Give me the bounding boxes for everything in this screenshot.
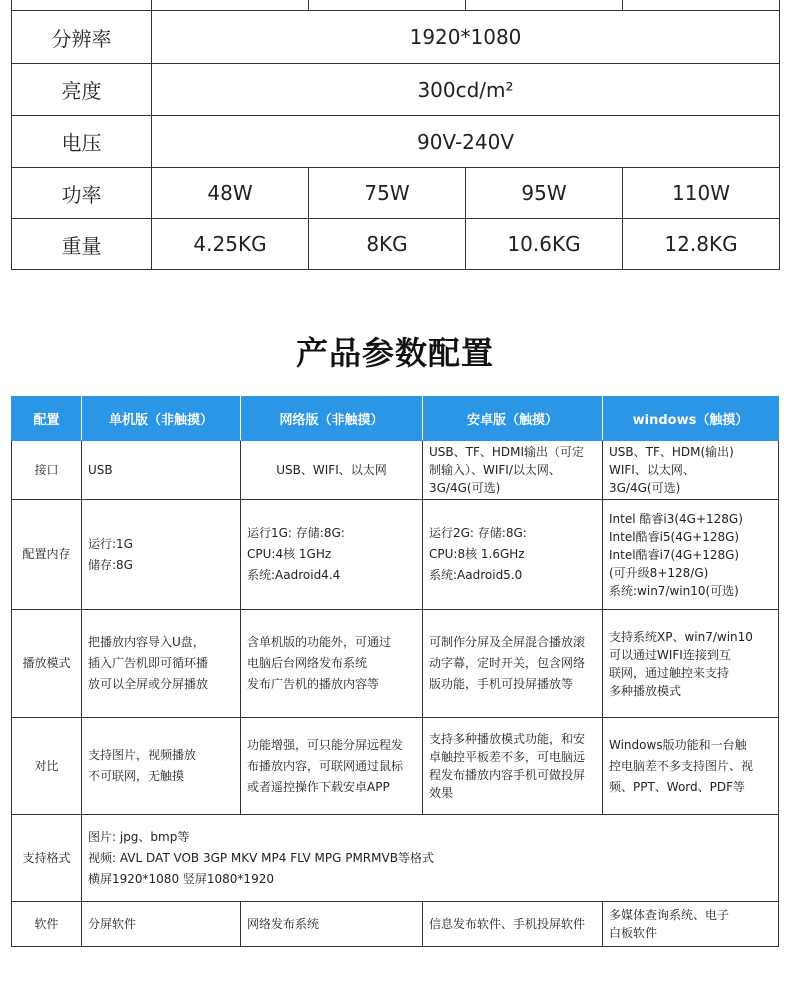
cell-line: 频、PPT、Word、PDF等: [609, 779, 746, 794]
cell-network: 网络发布系统: [241, 902, 423, 947]
spec-value: 12.8KG: [623, 219, 780, 270]
cell-line: WIFI、以太网、: [609, 463, 695, 477]
cell-line: 功能增强，可只能分屏远程发: [247, 737, 404, 752]
spec-label: 电压: [12, 116, 152, 168]
cell-line: 插入广告机即可循环播: [88, 656, 209, 670]
cell-line: 多媒体查询系统、电子: [609, 908, 730, 922]
config-table: [11, 396, 779, 947]
row-label: 接口: [12, 441, 82, 500]
cell-android: [423, 718, 603, 815]
spec-value: 110W: [623, 168, 780, 219]
cell-line: USB、TF、HDMI输出（可定: [429, 445, 585, 459]
row-label: 软件: [12, 902, 82, 947]
cell-line: 运行1G: 存储:8G:: [247, 526, 345, 540]
config-row-formats: [12, 815, 779, 902]
cell-line: 3G/4G(可选): [609, 481, 681, 495]
spec-row-power: [12, 168, 780, 219]
row-label: 配置内存: [12, 500, 82, 610]
header-network: 网络版（非触摸）: [241, 397, 423, 441]
cell-line: 横屏1920*1080 竖屏1080*1920: [88, 871, 274, 886]
cell-standalone: [82, 718, 241, 815]
cell-line: 系统:win7/win10(可选): [609, 583, 739, 598]
cell-line: 把播放内容导入U盘，: [88, 635, 205, 649]
row-label: 支持格式: [12, 815, 82, 902]
cell-line: Intel酷睿i7(4G+128G): [609, 547, 740, 562]
header-windows: windows（触摸）: [603, 397, 779, 441]
spec-value: 10.6KG: [466, 219, 623, 270]
config-row-interface: [12, 441, 779, 500]
cell-windows: [603, 902, 779, 947]
cell-line: 多种播放模式: [609, 683, 682, 698]
row-label: 对比: [12, 718, 82, 815]
spec-label: 功率: [12, 168, 152, 219]
cell-line: 储存:8G: [88, 557, 133, 572]
cell-standalone: USB: [82, 441, 241, 500]
config-row-software: [12, 902, 779, 947]
cell-network: [241, 718, 423, 815]
cell-formats: [82, 815, 779, 902]
cell-line: 程发布播放内容手机可做投屏: [429, 768, 586, 782]
cell-line: USB、TF、HDM(输出): [609, 445, 734, 459]
cell-android: 信息发布软件、手机投屏软件: [423, 902, 603, 947]
cell-windows: [603, 610, 779, 718]
spec-value: 4.25KG: [152, 219, 309, 270]
cell-android: [423, 610, 603, 718]
config-row-memory: [12, 500, 779, 610]
spec-row-brightness: [12, 64, 780, 116]
config-row-playmode: [12, 610, 779, 718]
cell-windows: [603, 441, 779, 500]
cell-line: 可以通过WIFI连接到互: [609, 647, 731, 662]
cell-line: 发布广告机的播放内容等: [247, 677, 380, 691]
spec-table: [11, 0, 780, 270]
cell-line: 不可联网，无触摸: [88, 769, 185, 783]
cell-line: Windows版功能和一台触: [609, 737, 747, 752]
cell-windows: [603, 500, 779, 610]
cell-line: 运行2G: 存储:8G:: [429, 526, 527, 540]
cell-line: 电脑后台网络发布系统: [247, 656, 368, 670]
cell-line: 放可以全屏或分屏播放: [88, 677, 209, 691]
section-title: 产品参数配置: [295, 334, 494, 372]
spec-label: 亮度: [12, 64, 152, 116]
spec-label: 分辨率: [12, 11, 152, 64]
cell-android: [423, 441, 603, 500]
cell-line: 布播放内容，可联网通过鼠标: [247, 758, 404, 773]
cell-windows: [603, 718, 779, 815]
spec-value: 48W: [152, 168, 309, 219]
cell-line: 支持图片，视频播放: [88, 748, 197, 762]
cell-line: 系统:Aadroid4.4: [247, 568, 341, 582]
cell-network: [241, 610, 423, 718]
cell-line: 含单机版的功能外，可通过: [247, 635, 392, 649]
cell-line: 控电脑差不多支持图片、视: [609, 758, 754, 773]
spec-row-resolution: [12, 11, 780, 64]
spec-row-cutoff: [12, 0, 780, 11]
spec-value: 90V-240V: [152, 116, 780, 168]
cell-line: 卓触控平板差不多，可电脑远: [429, 750, 586, 764]
spec-label: 重量: [12, 219, 152, 270]
cell-line: 效果: [429, 786, 454, 800]
cell-line: Intel 酷睿i3(4G+128G): [609, 511, 743, 526]
spec-row-voltage: [12, 116, 780, 168]
cell-line: 运行:1G: [88, 536, 133, 551]
cell-line: 白板软件: [609, 926, 658, 940]
header-android: 安卓版（触摸）: [423, 397, 603, 441]
cell-standalone: 分屏软件: [82, 902, 241, 947]
spec-value: 1920*1080: [152, 11, 780, 64]
header-standalone: 单机版（非触摸）: [82, 397, 241, 441]
cell-line: 制输入）、WIFI/以太网、: [429, 463, 561, 477]
cell-line: CPU:8核 1.6GHz: [429, 547, 525, 561]
cell-line: 系统:Aadroid5.0: [429, 568, 523, 582]
cell-line: 图片: jpg、bmp等: [88, 829, 190, 844]
cell-line: 3G/4G(可选): [429, 481, 501, 495]
cell-network: USB、WIFI、以太网: [241, 441, 423, 500]
cell-standalone: [82, 610, 241, 718]
cell-line: 联网，通过触控来支持: [609, 665, 730, 680]
cell-line: (可升级8+128/G): [609, 565, 709, 580]
cell-line: 视频: AVL DAT VOB 3GP MKV MP4 FLV MPG PMRMVB等格式: [88, 850, 434, 865]
cell-line: 版功能，手机可投屏播放等: [429, 677, 574, 691]
spec-value: 75W: [309, 168, 466, 219]
header-config: 配置: [12, 397, 82, 441]
config-row-compare: [12, 718, 779, 815]
spec-row-weight: [12, 219, 780, 270]
cell-network: [241, 500, 423, 610]
cell-line: Intel酷睿i5(4G+128G): [609, 529, 740, 544]
spec-value: 8KG: [309, 219, 466, 270]
spec-value: 95W: [466, 168, 623, 219]
spec-value: 300cd/m²: [152, 64, 780, 116]
cell-line: CPU:4核 1GHz: [247, 547, 332, 561]
cell-android: [423, 500, 603, 610]
cell-line: 或者遥控操作下载安卓APP: [247, 779, 390, 794]
cell-line: 支持系统XP、win7/win10: [609, 629, 753, 644]
cell-line: 动字幕，定时开关，包含网络: [429, 656, 586, 670]
cell-standalone: [82, 500, 241, 610]
cell-line: 可制作分屏及全屏混合播放滚: [429, 635, 586, 649]
row-label: 播放模式: [12, 610, 82, 718]
config-header-row: [12, 397, 779, 441]
cell-line: 支持多种播放模式功能，和安: [429, 732, 586, 746]
